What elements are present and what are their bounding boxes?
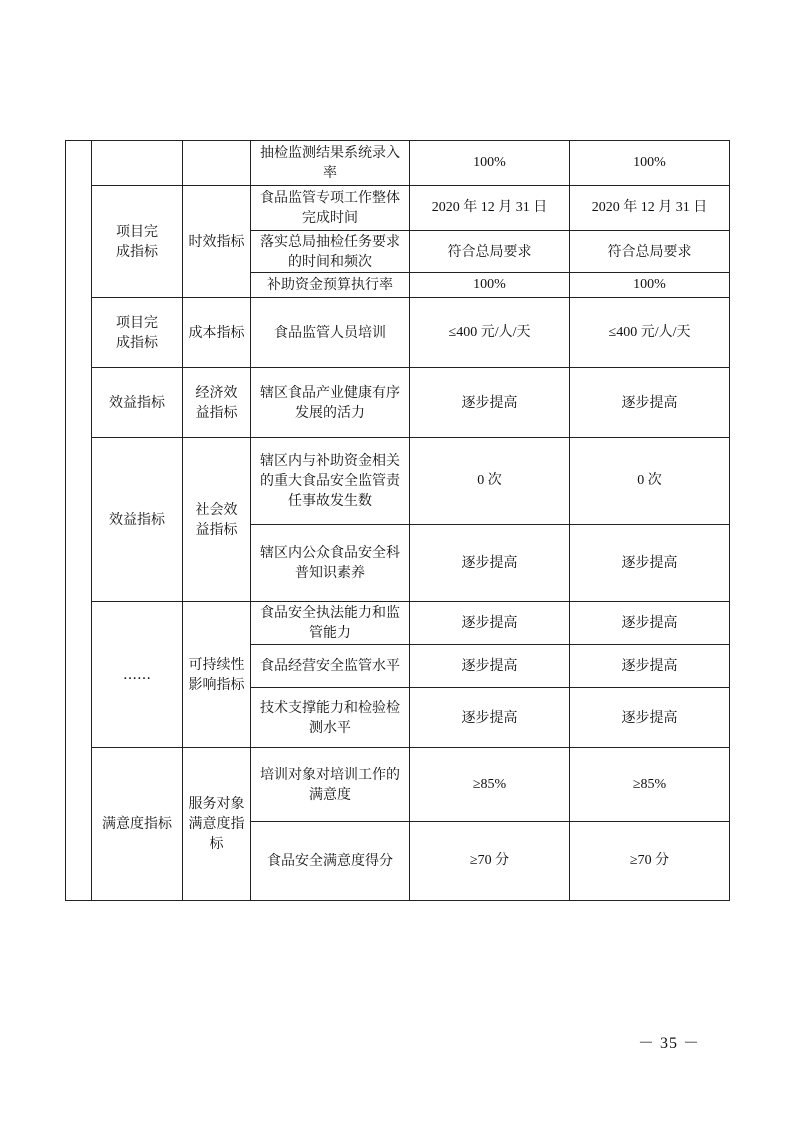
indicator-cell: 辖区内公众食品安全科普知识素养 (251, 525, 410, 602)
target-value-cell: ≥70 分 (410, 822, 570, 901)
actual-value-cell: 逐步提高 (570, 525, 730, 602)
table-row (66, 602, 730, 645)
actual-value-cell: 0 次 (570, 438, 730, 525)
target-value-cell: 逐步提高 (410, 688, 570, 748)
second-level-indicator-cell: 时效指标 (183, 186, 251, 298)
actual-value-cell: ≥85% (570, 748, 730, 822)
target-value-cell: 逐步提高 (410, 368, 570, 438)
actual-value-cell: 逐步提高 (570, 368, 730, 438)
target-value-cell: 逐步提高 (410, 645, 570, 688)
indicator-cell: 食品经营安全监管水平 (251, 645, 410, 688)
indicator-cell: 培训对象对培训工作的满意度 (251, 748, 410, 822)
actual-value-cell: 2020 年 12 月 31 日 (570, 186, 730, 231)
table-row (66, 298, 730, 368)
indicator-cell: 落实总局抽检任务要求的时间和频次 (251, 231, 410, 273)
indicator-cell: 食品监管专项工作整体完成时间 (251, 186, 410, 231)
actual-value-cell: ≤400 元/人/天 (570, 298, 730, 368)
first-level-indicator-cell: 满意度指标 (92, 748, 183, 901)
target-value-cell: 2020 年 12 月 31 日 (410, 186, 570, 231)
first-level-indicator-cell (92, 141, 183, 186)
table-row (66, 438, 730, 525)
table-row (66, 141, 730, 186)
target-value-cell: 逐步提高 (410, 602, 570, 645)
first-level-indicator-cell: 项目完成指标 (92, 186, 183, 298)
indicator-cell: 食品监管人员培训 (251, 298, 410, 368)
indicator-cell: 辖区内与补助资金相关的重大食品安全监管责任事故发生数 (251, 438, 410, 525)
outer-left-cell (66, 141, 92, 901)
second-level-indicator-cell: 社会效益指标 (183, 438, 251, 602)
actual-value-cell: 100% (570, 141, 730, 186)
target-value-cell: ≤400 元/人/天 (410, 298, 570, 368)
second-level-indicator-cell (183, 141, 251, 186)
second-level-indicator-cell: 经济效益指标 (183, 368, 251, 438)
first-level-indicator-cell: 效益指标 (92, 368, 183, 438)
actual-value-cell: 100% (570, 273, 730, 298)
indicator-cell: 食品安全执法能力和监管能力 (251, 602, 410, 645)
page-number: － 35 － (638, 1035, 701, 1052)
target-value-cell: ≥85% (410, 748, 570, 822)
first-level-indicator-cell: 项目完成指标 (92, 298, 183, 368)
actual-value-cell: 符合总局要求 (570, 231, 730, 273)
target-value-cell: 逐步提高 (410, 525, 570, 602)
target-value-cell: 100% (410, 273, 570, 298)
actual-value-cell: 逐步提高 (570, 688, 730, 748)
first-level-indicator-cell: …… (92, 602, 183, 748)
actual-value-cell: 逐步提高 (570, 645, 730, 688)
first-level-indicator-cell: 效益指标 (92, 438, 183, 602)
indicator-cell: 抽检监测结果系统录入率 (251, 141, 410, 186)
actual-value-cell: ≥70 分 (570, 822, 730, 901)
indicator-cell: 辖区食品产业健康有序发展的活力 (251, 368, 410, 438)
target-value-cell: 符合总局要求 (410, 231, 570, 273)
target-value-cell: 0 次 (410, 438, 570, 525)
table-row (66, 368, 730, 438)
indicator-cell: 补助资金预算执行率 (251, 273, 410, 298)
performance-indicator-table (65, 140, 730, 901)
table-row (66, 186, 730, 231)
second-level-indicator-cell: 可持续性影响指标 (183, 602, 251, 748)
table-row (66, 748, 730, 822)
indicator-cell: 技术支撑能力和检验检测水平 (251, 688, 410, 748)
second-level-indicator-cell: 成本指标 (183, 298, 251, 368)
target-value-cell: 100% (410, 141, 570, 186)
indicator-cell: 食品安全满意度得分 (251, 822, 410, 901)
second-level-indicator-cell: 服务对象满意度指标 (183, 748, 251, 901)
actual-value-cell: 逐步提高 (570, 602, 730, 645)
